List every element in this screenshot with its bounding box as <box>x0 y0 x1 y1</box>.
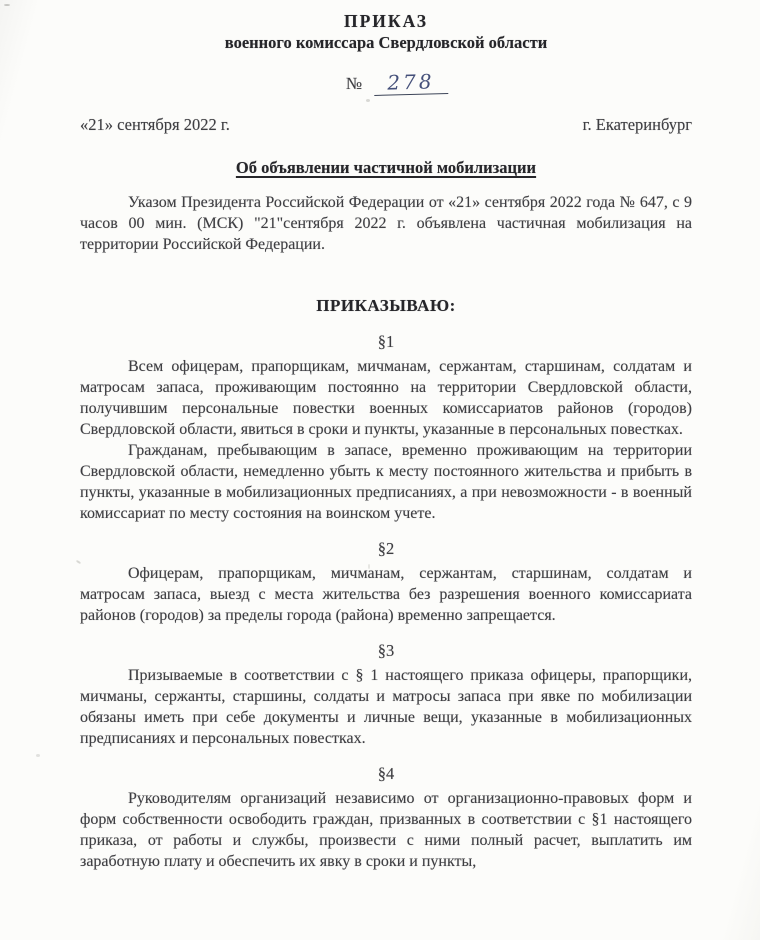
section-number: §2 <box>377 539 395 558</box>
document-title: ПРИКАЗ <box>343 11 429 31</box>
scan-artifact <box>36 754 40 757</box>
order-heading: ПРИКАЗЫВАЮ: <box>316 296 456 315</box>
section-paragraph: Офицерам, прапорщикам, мичманам, сержантам, старшинам, солдатам и матросам запаса, выезд с места жительства без разрешения военного комиссариата районов (городов) за пределы города (района) временно запрещается. <box>80 565 692 624</box>
subject-line: Об объявлении частичной мобилизации <box>235 158 537 177</box>
section-number: §1 <box>377 332 395 351</box>
section <box>80 331 692 524</box>
document-subtitle: военного комиссара Свердловской области <box>224 33 548 52</box>
scan-artifact <box>4 4 10 6</box>
section-paragraph: Призываемые в соответствии с § 1 настоящего приказа офицеры, прапорщики, мичманы, сержанты, старшины, солдаты и матросы запаса при явке по мобилизации обязаны иметь при себе документы и личные вещи, указанные в мобилизационных предписаниях и персональных повестках. <box>80 667 692 747</box>
order-number-row <box>80 69 692 98</box>
section-paragraph: Всем офицерам, прапорщикам, мичманам, сержантам, старшинам, солдатам и матросам запаса, проживающим постоянно на территории Свердловской области, получившим персональные повестки военных комиссариатов районов (городов) Свердловской области, явиться в сроки и пункты, указанные в персональных повестках. <box>80 358 692 438</box>
sections <box>80 331 692 872</box>
section-number: §3 <box>377 641 395 660</box>
document-date: «21» сентября 2022 г. <box>80 115 230 134</box>
section-number: §4 <box>377 764 395 783</box>
scan-artifact <box>366 99 370 102</box>
section <box>80 763 692 872</box>
scan-artifact <box>368 564 370 569</box>
section <box>80 538 692 626</box>
date-city-row <box>80 114 692 135</box>
order-number-handwritten: 278 <box>374 71 449 96</box>
preamble-paragraph: Указом Президента Российской Федерации от «21» сентября 2022 года № 647, с 9 часов 00 мин. (МСК) "21"сентября 2022 г. объявлена частичная мобилизация на территории Российской Федерации. <box>80 194 692 253</box>
number-sign: № <box>345 74 363 93</box>
document-city: г. Екатеринбург <box>582 115 692 134</box>
section <box>80 640 692 749</box>
section-paragraph: Гражданам, пребывающим в запасе, временно проживающим на территории Свердловской области, немедленно убыть к месту постоянного жительства и прибыть в пункты, указанные в мобилизационных предписаниях, а при невозможности - в военный комиссариат по месту состояния на воинском учете. <box>80 442 692 522</box>
section-paragraph: Руководителям организаций независимо от организационно-правовых форм и форм собственности освободить граждан, призванных в соответствии с §1 настоящего приказа, от работы и службы, произвести с ними полный расчет, выплатить им заработную плату и обеспечить их явку в сроки и пункты, <box>80 790 692 870</box>
